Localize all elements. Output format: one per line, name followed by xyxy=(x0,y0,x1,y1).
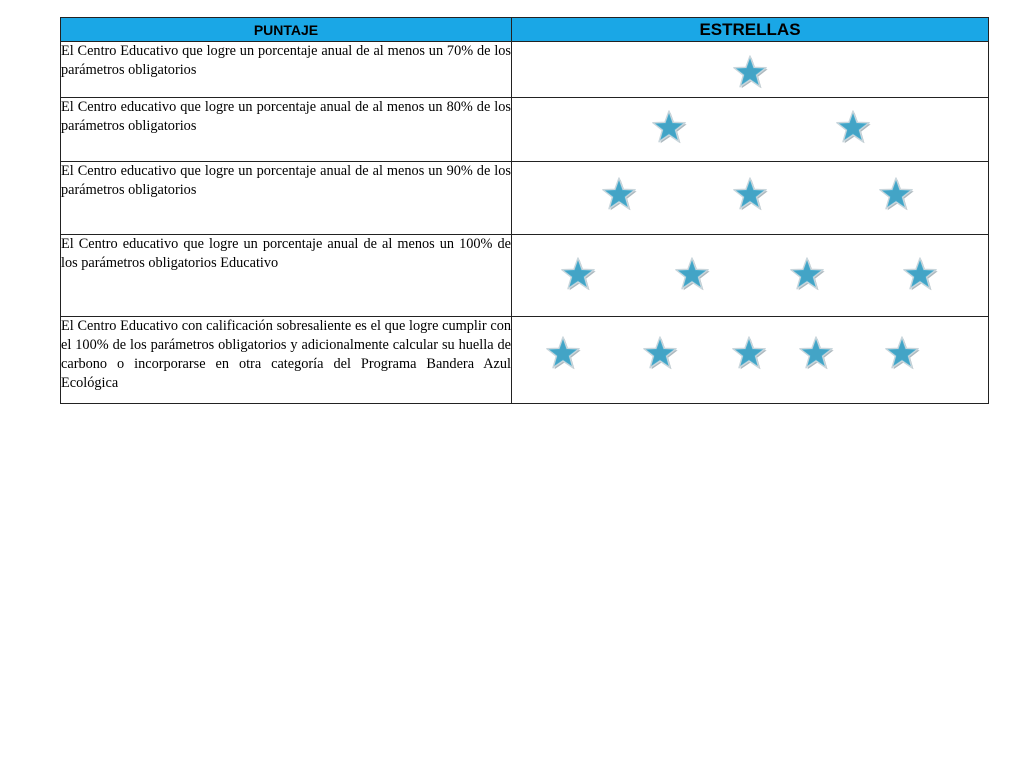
score-table xyxy=(60,17,989,404)
table-row xyxy=(61,317,989,404)
table-row xyxy=(61,42,989,98)
star-icon xyxy=(902,256,938,292)
table-row xyxy=(61,235,989,317)
header-puntaje: PUNTAJE xyxy=(61,18,512,42)
stars-cell xyxy=(512,42,989,98)
score-description: El Centro Educativo con calificación sobresaliente es el que logre cumplir con el 100% de los parámetros obligatorios y adicionalmente calcular su huella de carbono o incorporarse en otra categoría del Programa Bandera Azul Ecológica xyxy=(61,317,512,404)
star-icon xyxy=(798,335,834,371)
star-icon xyxy=(642,335,678,371)
star-icon xyxy=(884,335,920,371)
stars-cell xyxy=(512,235,989,317)
stars-cell xyxy=(512,98,989,162)
star-icon xyxy=(560,256,596,292)
star-icon xyxy=(674,256,710,292)
star-icon xyxy=(835,109,871,145)
stars-cell xyxy=(512,162,989,235)
header-row xyxy=(61,18,989,42)
star-icon xyxy=(732,176,768,212)
star-icon xyxy=(732,54,768,90)
star-icon xyxy=(545,335,581,371)
stars-cell xyxy=(512,317,989,404)
score-description: El Centro educativo que logre un porcentaje anual de al menos un 100% de los parámetros obligatorios Educativo xyxy=(61,235,512,317)
star-icon xyxy=(601,176,637,212)
score-description: El Centro educativo que logre un porcentaje anual de al menos un 90% de los parámetros obligatorios xyxy=(61,162,512,235)
table-row xyxy=(61,162,989,235)
star-icon xyxy=(651,109,687,145)
table-row xyxy=(61,98,989,162)
star-icon xyxy=(789,256,825,292)
star-icon xyxy=(731,335,767,371)
header-estrellas: ESTRELLAS xyxy=(512,18,989,42)
score-description: El Centro Educativo que logre un porcentaje anual de al menos un 70% de los parámetros obligatorios xyxy=(61,42,512,98)
star-icon xyxy=(878,176,914,212)
score-description: El Centro educativo que logre un porcentaje anual de al menos un 80% de los parámetros obligatorios xyxy=(61,98,512,162)
